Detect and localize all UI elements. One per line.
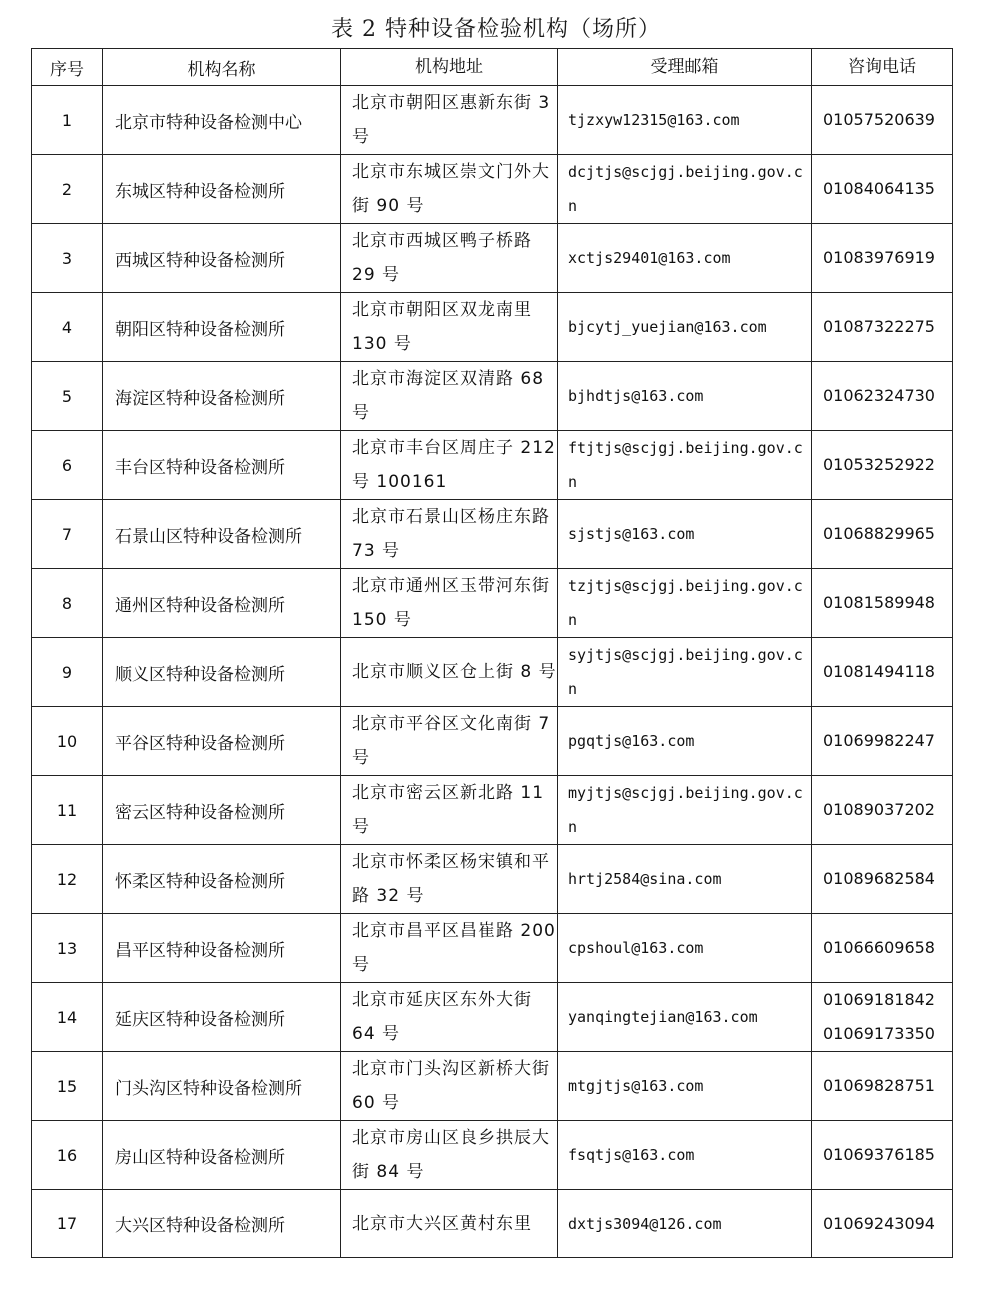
phone-number: 01062324730	[823, 386, 935, 405]
cell-email[interactable]: dxtjs3094@126.com	[558, 1190, 812, 1258]
cell-no: 16	[32, 1121, 103, 1190]
cell-email[interactable]: myjtjs@scjgj.beijing.gov.cn	[558, 776, 812, 845]
cell-no: 7	[32, 500, 103, 569]
cell-phone	[812, 155, 953, 224]
table-row	[32, 1121, 953, 1190]
phone-number: 01089037202	[823, 800, 935, 819]
cell-name: 朝阳区特种设备检测所	[103, 293, 341, 362]
cell-no: 9	[32, 638, 103, 707]
cell-phone	[812, 431, 953, 500]
header-no: 序号	[32, 49, 103, 86]
cell-name: 昌平区特种设备检测所	[103, 914, 341, 983]
cell-email[interactable]: syjtjs@scjgj.beijing.gov.cn	[558, 638, 812, 707]
cell-no: 4	[32, 293, 103, 362]
page-title: 表 2 特种设备检验机构（场所）	[331, 17, 661, 42]
phone-number: 01081494118	[823, 662, 935, 681]
cell-phone	[812, 983, 953, 1052]
cell-email[interactable]: fsqtjs@163.com	[558, 1121, 812, 1190]
cell-name: 通州区特种设备检测所	[103, 569, 341, 638]
cell-address: 北京市昌平区昌崔路 200 号	[341, 914, 558, 983]
cell-address: 北京市朝阳区惠新东街 3 号	[341, 86, 558, 155]
cell-no: 15	[32, 1052, 103, 1121]
cell-phone	[812, 914, 953, 983]
cell-address: 北京市朝阳区双龙南里 130 号	[341, 293, 558, 362]
cell-phone	[812, 1052, 953, 1121]
cell-email[interactable]: pgqtjs@163.com	[558, 707, 812, 776]
cell-name: 延庆区特种设备检测所	[103, 983, 341, 1052]
cell-address: 北京市通州区玉带河东街 150 号	[341, 569, 558, 638]
phone-number: 01066609658	[823, 938, 935, 957]
cell-no: 12	[32, 845, 103, 914]
cell-name: 顺义区特种设备检测所	[103, 638, 341, 707]
cell-phone	[812, 845, 953, 914]
cell-name: 石景山区特种设备检测所	[103, 500, 341, 569]
cell-address: 北京市大兴区黄村东里	[341, 1190, 558, 1258]
phone-number: 01057520639	[823, 110, 935, 129]
cell-address: 北京市门头沟区新桥大街 60 号	[341, 1052, 558, 1121]
cell-name: 平谷区特种设备检测所	[103, 707, 341, 776]
cell-phone	[812, 362, 953, 431]
table-row	[32, 500, 953, 569]
cell-address: 北京市石景山区杨庄东路 73 号	[341, 500, 558, 569]
cell-phone	[812, 86, 953, 155]
phone-number: 01069243094	[823, 1213, 935, 1233]
cell-phone	[812, 569, 953, 638]
phone-number: 01081589948	[823, 593, 935, 612]
cell-name: 密云区特种设备检测所	[103, 776, 341, 845]
phone-number: 01069828751	[823, 1076, 935, 1095]
cell-no: 2	[32, 155, 103, 224]
table-row	[32, 638, 953, 707]
cell-phone	[812, 293, 953, 362]
cell-name: 北京市特种设备检测中心	[103, 86, 341, 155]
cell-email[interactable]: tzjtjs@scjgj.beijing.gov.cn	[558, 569, 812, 638]
cell-email[interactable]: bjcytj_yuejian@163.com	[558, 293, 812, 362]
cell-email[interactable]: bjhdtjs@163.com	[558, 362, 812, 431]
cell-no: 3	[32, 224, 103, 293]
table-row	[32, 86, 953, 155]
cell-address: 北京市丰台区周庄子 212 号 100161	[341, 431, 558, 500]
cell-address: 北京市延庆区东外大街 64 号	[341, 983, 558, 1052]
cell-name: 房山区特种设备检测所	[103, 1121, 341, 1190]
phone-number: 01069181842	[823, 990, 935, 1009]
cell-address: 北京市西城区鸭子桥路 29 号	[341, 224, 558, 293]
phone-number: 01069982247	[823, 731, 935, 750]
phone-number: 01089682584	[823, 869, 935, 888]
header-phone: 咨询电话	[812, 49, 953, 86]
table-row	[32, 776, 953, 845]
cell-no: 6	[32, 431, 103, 500]
table-row	[32, 293, 953, 362]
cell-no: 11	[32, 776, 103, 845]
cell-phone	[812, 1190, 953, 1258]
cell-no: 5	[32, 362, 103, 431]
phone-number: 01069376185	[823, 1145, 935, 1164]
header-email: 受理邮箱	[558, 49, 812, 86]
cell-name: 门头沟区特种设备检测所	[103, 1052, 341, 1121]
cell-email[interactable]: sjstjs@163.com	[558, 500, 812, 569]
cell-address: 北京市房山区良乡拱辰大街 84 号	[341, 1121, 558, 1190]
cell-no: 1	[32, 86, 103, 155]
cell-phone	[812, 638, 953, 707]
header-address: 机构地址	[341, 49, 558, 86]
cell-phone	[812, 1121, 953, 1190]
cell-email[interactable]: tjzxyw12315@163.com	[558, 86, 812, 155]
cell-name: 东城区特种设备检测所	[103, 155, 341, 224]
cell-phone	[812, 707, 953, 776]
phone-number: 01087322275	[823, 317, 935, 336]
table-row	[32, 362, 953, 431]
cell-address: 北京市顺义区仓上街 8 号	[341, 638, 558, 707]
cell-email[interactable]: yanqingtejian@163.com	[558, 983, 812, 1052]
cell-address: 北京市怀柔区杨宋镇和平路 32 号	[341, 845, 558, 914]
cell-email[interactable]: cpshoul@163.com	[558, 914, 812, 983]
cell-address: 北京市东城区崇文门外大街 90 号	[341, 155, 558, 224]
cell-no: 17	[32, 1190, 103, 1258]
cell-phone	[812, 776, 953, 845]
phone-number: 01084064135	[823, 179, 935, 198]
table-row	[32, 431, 953, 500]
cell-no: 8	[32, 569, 103, 638]
table-row	[32, 983, 953, 1052]
cell-phone	[812, 500, 953, 569]
table-row	[32, 224, 953, 293]
cell-name: 西城区特种设备检测所	[103, 224, 341, 293]
phone-number: 01083976919	[823, 248, 935, 267]
table-row	[32, 914, 953, 983]
phone-number: 01053252922	[823, 455, 935, 474]
cell-no: 10	[32, 707, 103, 776]
cell-email[interactable]: dcjtjs@scjgj.beijing.gov.cn	[558, 155, 812, 224]
cell-name: 怀柔区特种设备检测所	[103, 845, 341, 914]
table-row	[32, 1190, 953, 1258]
cell-name: 丰台区特种设备检测所	[103, 431, 341, 500]
cell-no: 14	[32, 983, 103, 1052]
cell-email[interactable]: ftjtjs@scjgj.beijing.gov.cn	[558, 431, 812, 500]
phone-number: 01068829965	[823, 524, 935, 543]
cell-name: 大兴区特种设备检测所	[103, 1190, 341, 1258]
table-header-row	[32, 49, 953, 86]
cell-phone	[812, 224, 953, 293]
table-row	[32, 707, 953, 776]
table-row	[32, 569, 953, 638]
cell-no: 13	[32, 914, 103, 983]
phone-number: 01069173350	[823, 1024, 935, 1043]
cell-name: 海淀区特种设备检测所	[103, 362, 341, 431]
cell-email[interactable]: xctjs29401@163.com	[558, 224, 812, 293]
table-row	[32, 155, 953, 224]
cell-address: 北京市海淀区双清路 68 号	[341, 362, 558, 431]
cell-address: 北京市密云区新北路 11 号	[341, 776, 558, 845]
cell-address: 北京市平谷区文化南街 7 号	[341, 707, 558, 776]
cell-email[interactable]: hrtj2584@sina.com	[558, 845, 812, 914]
cell-email[interactable]: mtgjtjs@163.com	[558, 1052, 812, 1121]
header-name: 机构名称	[103, 49, 341, 86]
table-row	[32, 845, 953, 914]
table-row	[32, 1052, 953, 1121]
inspection-agency-table	[31, 48, 953, 1258]
